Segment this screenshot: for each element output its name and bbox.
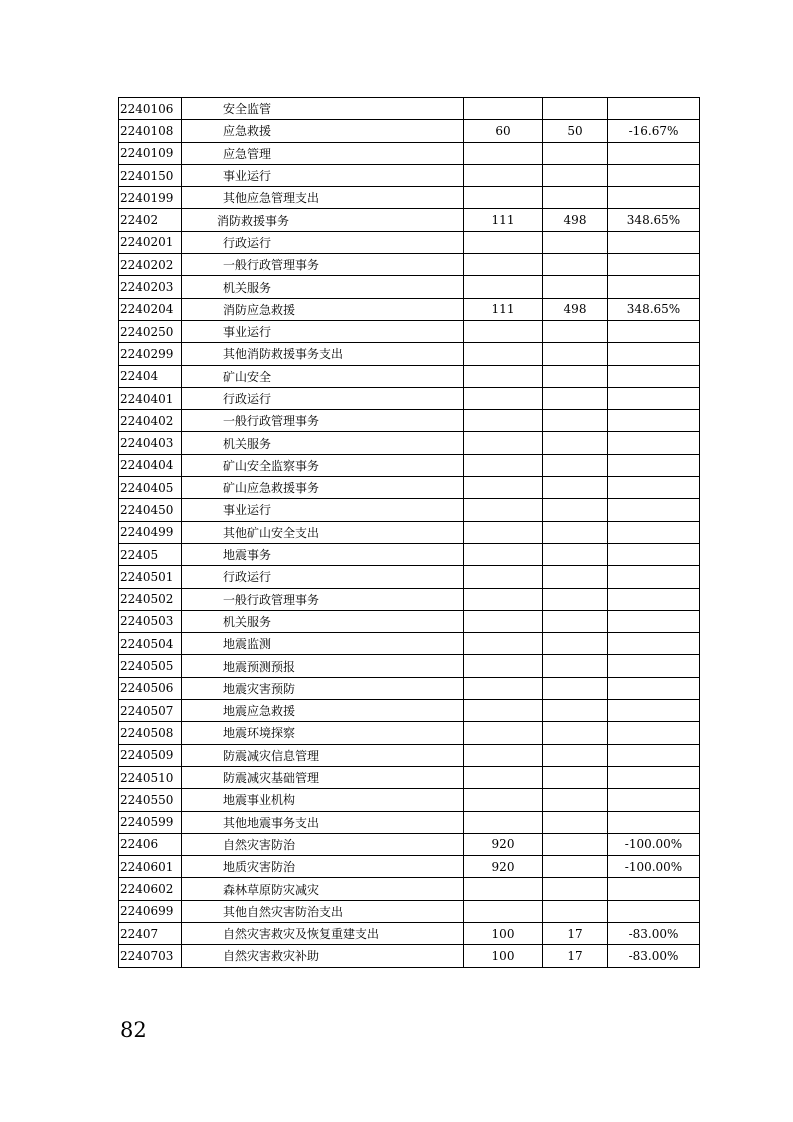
cell-name: 机关服务 — [182, 432, 464, 454]
cell-code: 2240401 — [119, 387, 182, 409]
cell-value-prev: 920 — [464, 833, 543, 855]
cell-code: 2240510 — [119, 766, 182, 788]
cell-name: 应急救援 — [182, 120, 464, 142]
table-row — [119, 209, 700, 231]
table-row — [119, 789, 700, 811]
cell-value-prev — [464, 432, 543, 454]
cell-name: 自然灾害防治 — [182, 833, 464, 855]
cell-value-curr — [543, 900, 608, 922]
cell-change-pct: -100.00% — [608, 856, 700, 878]
cell-code: 22402 — [119, 209, 182, 231]
cell-code: 2240503 — [119, 610, 182, 632]
cell-value-curr — [543, 610, 608, 632]
cell-code: 2240403 — [119, 432, 182, 454]
cell-name: 自然灾害救灾补助 — [182, 945, 464, 967]
cell-code: 2240703 — [119, 945, 182, 967]
cell-value-curr — [543, 499, 608, 521]
cell-name: 其他消防救援事务支出 — [182, 343, 464, 365]
cell-name: 防震减灾基础管理 — [182, 766, 464, 788]
table-row — [119, 187, 700, 209]
cell-change-pct: 348.65% — [608, 209, 700, 231]
table-row — [119, 744, 700, 766]
table-row — [119, 298, 700, 320]
cell-value-prev — [464, 610, 543, 632]
cell-name: 其他应急管理支出 — [182, 187, 464, 209]
cell-value-curr — [543, 142, 608, 164]
cell-code: 2240550 — [119, 789, 182, 811]
cell-change-pct — [608, 164, 700, 186]
cell-value-curr — [543, 588, 608, 610]
table-row — [119, 521, 700, 543]
cell-value-curr: 17 — [543, 945, 608, 967]
cell-value-prev — [464, 164, 543, 186]
cell-name: 防震减灾信息管理 — [182, 744, 464, 766]
cell-name: 消防应急救援 — [182, 298, 464, 320]
cell-code: 2240501 — [119, 566, 182, 588]
cell-code: 2240601 — [119, 856, 182, 878]
table-row — [119, 410, 700, 432]
cell-code: 2240508 — [119, 722, 182, 744]
cell-code: 2240299 — [119, 343, 182, 365]
cell-code: 2240402 — [119, 410, 182, 432]
cell-name: 其他自然灾害防治支出 — [182, 900, 464, 922]
cell-value-curr — [543, 231, 608, 253]
cell-change-pct: 348.65% — [608, 298, 700, 320]
cell-code: 2240405 — [119, 477, 182, 499]
cell-value-prev — [464, 320, 543, 342]
cell-value-curr — [543, 722, 608, 744]
cell-change-pct — [608, 387, 700, 409]
cell-code: 2240506 — [119, 677, 182, 699]
table-row — [119, 477, 700, 499]
cell-change-pct — [608, 655, 700, 677]
cell-change-pct — [608, 766, 700, 788]
cell-change-pct — [608, 142, 700, 164]
table-row — [119, 700, 700, 722]
table-row — [119, 120, 700, 142]
table-row — [119, 276, 700, 298]
cell-change-pct — [608, 276, 700, 298]
cell-value-prev — [464, 387, 543, 409]
cell-change-pct — [608, 454, 700, 476]
table-row — [119, 432, 700, 454]
cell-value-prev: 100 — [464, 922, 543, 944]
cell-value-curr — [543, 677, 608, 699]
cell-value-curr — [543, 766, 608, 788]
cell-code: 2240509 — [119, 744, 182, 766]
cell-name: 矿山安全监察事务 — [182, 454, 464, 476]
cell-name: 地震预测预报 — [182, 655, 464, 677]
cell-value-curr — [543, 410, 608, 432]
cell-name: 矿山安全 — [182, 365, 464, 387]
cell-code: 2240106 — [119, 98, 182, 120]
cell-name: 地震应急救援 — [182, 700, 464, 722]
cell-value-prev — [464, 410, 543, 432]
cell-value-prev: 111 — [464, 298, 543, 320]
cell-value-prev — [464, 900, 543, 922]
cell-code: 2240203 — [119, 276, 182, 298]
cell-change-pct — [608, 477, 700, 499]
cell-change-pct — [608, 722, 700, 744]
cell-code: 2240108 — [119, 120, 182, 142]
cell-value-curr: 50 — [543, 120, 608, 142]
cell-value-prev — [464, 454, 543, 476]
cell-value-curr — [543, 521, 608, 543]
cell-name: 其他矿山安全支出 — [182, 521, 464, 543]
table-row — [119, 811, 700, 833]
cell-change-pct — [608, 633, 700, 655]
cell-name: 地震环境探察 — [182, 722, 464, 744]
cell-value-prev — [464, 655, 543, 677]
cell-change-pct — [608, 789, 700, 811]
cell-value-prev — [464, 343, 543, 365]
cell-change-pct — [608, 588, 700, 610]
cell-code: 2240699 — [119, 900, 182, 922]
cell-value-curr — [543, 98, 608, 120]
table-row — [119, 142, 700, 164]
table-row — [119, 543, 700, 565]
cell-code: 22405 — [119, 543, 182, 565]
cell-name: 自然灾害救灾及恢复重建支出 — [182, 922, 464, 944]
cell-value-prev — [464, 254, 543, 276]
page-number: 82 — [120, 1018, 147, 1042]
cell-code: 2240502 — [119, 588, 182, 610]
cell-value-curr — [543, 655, 608, 677]
cell-name: 森林草原防灾减灾 — [182, 878, 464, 900]
cell-code: 2240404 — [119, 454, 182, 476]
table-row — [119, 365, 700, 387]
cell-change-pct — [608, 521, 700, 543]
cell-name: 地震事务 — [182, 543, 464, 565]
cell-value-curr — [543, 833, 608, 855]
cell-code: 2240202 — [119, 254, 182, 276]
cell-change-pct — [608, 320, 700, 342]
table-row — [119, 231, 700, 253]
table-row — [119, 766, 700, 788]
cell-value-prev: 100 — [464, 945, 543, 967]
cell-value-prev — [464, 633, 543, 655]
table-row — [119, 566, 700, 588]
cell-value-curr — [543, 811, 608, 833]
cell-value-prev — [464, 142, 543, 164]
cell-name: 事业运行 — [182, 320, 464, 342]
cell-code: 2240250 — [119, 320, 182, 342]
cell-change-pct — [608, 231, 700, 253]
cell-value-prev — [464, 700, 543, 722]
cell-change-pct — [608, 410, 700, 432]
cell-value-prev: 111 — [464, 209, 543, 231]
cell-value-curr — [543, 343, 608, 365]
cell-name: 地震监测 — [182, 633, 464, 655]
cell-value-prev — [464, 365, 543, 387]
cell-change-pct — [608, 98, 700, 120]
cell-value-curr — [543, 164, 608, 186]
cell-change-pct — [608, 254, 700, 276]
cell-value-curr — [543, 789, 608, 811]
cell-name: 行政运行 — [182, 387, 464, 409]
cell-value-prev — [464, 744, 543, 766]
cell-name: 行政运行 — [182, 566, 464, 588]
table-row — [119, 833, 700, 855]
cell-value-prev — [464, 588, 543, 610]
cell-change-pct — [608, 811, 700, 833]
table-row — [119, 588, 700, 610]
cell-value-curr: 498 — [543, 298, 608, 320]
cell-name: 一般行政管理事务 — [182, 254, 464, 276]
cell-value-curr: 17 — [543, 922, 608, 944]
cell-value-curr — [543, 543, 608, 565]
cell-name: 行政运行 — [182, 231, 464, 253]
cell-change-pct — [608, 499, 700, 521]
table-row — [119, 633, 700, 655]
cell-value-curr — [543, 387, 608, 409]
cell-change-pct — [608, 187, 700, 209]
table-row — [119, 254, 700, 276]
cell-code: 2240204 — [119, 298, 182, 320]
cell-name: 地震事业机构 — [182, 789, 464, 811]
cell-value-curr — [543, 700, 608, 722]
cell-value-curr — [543, 276, 608, 298]
cell-code: 22407 — [119, 922, 182, 944]
table-row — [119, 610, 700, 632]
cell-name: 机关服务 — [182, 276, 464, 298]
cell-code: 2240504 — [119, 633, 182, 655]
cell-code: 22406 — [119, 833, 182, 855]
cell-value-curr — [543, 187, 608, 209]
table-row — [119, 454, 700, 476]
cell-value-curr — [543, 432, 608, 454]
cell-value-prev — [464, 543, 543, 565]
cell-name: 地震灾害预防 — [182, 677, 464, 699]
table-body — [119, 98, 700, 968]
table-row — [119, 164, 700, 186]
table-row — [119, 677, 700, 699]
cell-value-curr — [543, 633, 608, 655]
cell-value-prev — [464, 811, 543, 833]
table-row — [119, 343, 700, 365]
cell-value-prev — [464, 231, 543, 253]
cell-value-prev — [464, 521, 543, 543]
cell-code: 2240201 — [119, 231, 182, 253]
cell-code: 2240505 — [119, 655, 182, 677]
cell-name: 安全监管 — [182, 98, 464, 120]
cell-code: 2240109 — [119, 142, 182, 164]
cell-value-prev — [464, 566, 543, 588]
table-row — [119, 499, 700, 521]
cell-name: 事业运行 — [182, 499, 464, 521]
cell-code: 2240602 — [119, 878, 182, 900]
cell-change-pct — [608, 343, 700, 365]
cell-name: 一般行政管理事务 — [182, 410, 464, 432]
cell-value-prev — [464, 789, 543, 811]
cell-value-curr — [543, 454, 608, 476]
cell-name: 消防救援事务 — [182, 209, 464, 231]
table-row — [119, 922, 700, 944]
cell-value-curr — [543, 477, 608, 499]
cell-value-prev — [464, 878, 543, 900]
cell-code: 2240499 — [119, 521, 182, 543]
cell-value-prev — [464, 276, 543, 298]
table-row — [119, 655, 700, 677]
cell-change-pct: -83.00% — [608, 945, 700, 967]
cell-value-prev — [464, 187, 543, 209]
cell-value-prev: 60 — [464, 120, 543, 142]
cell-name: 事业运行 — [182, 164, 464, 186]
cell-change-pct — [608, 610, 700, 632]
cell-code: 2240599 — [119, 811, 182, 833]
table-row — [119, 856, 700, 878]
cell-change-pct — [608, 900, 700, 922]
cell-value-curr — [543, 878, 608, 900]
cell-change-pct — [608, 566, 700, 588]
cell-change-pct — [608, 878, 700, 900]
table-row — [119, 387, 700, 409]
cell-change-pct — [608, 744, 700, 766]
cell-change-pct — [608, 365, 700, 387]
table-row — [119, 945, 700, 967]
table-row — [119, 98, 700, 120]
cell-value-prev — [464, 766, 543, 788]
cell-name: 一般行政管理事务 — [182, 588, 464, 610]
cell-name: 地质灾害防治 — [182, 856, 464, 878]
cell-value-curr: 498 — [543, 209, 608, 231]
cell-change-pct — [608, 677, 700, 699]
cell-value-curr — [543, 320, 608, 342]
cell-value-prev: 920 — [464, 856, 543, 878]
cell-name: 机关服务 — [182, 610, 464, 632]
cell-value-prev — [464, 477, 543, 499]
cell-name: 矿山应急救援事务 — [182, 477, 464, 499]
cell-change-pct: -100.00% — [608, 833, 700, 855]
budget-table — [118, 97, 700, 968]
cell-code: 2240199 — [119, 187, 182, 209]
cell-code: 2240507 — [119, 700, 182, 722]
cell-value-prev — [464, 677, 543, 699]
cell-change-pct — [608, 700, 700, 722]
cell-code: 2240450 — [119, 499, 182, 521]
cell-name: 应急管理 — [182, 142, 464, 164]
cell-value-curr — [543, 856, 608, 878]
cell-change-pct: -16.67% — [608, 120, 700, 142]
table-row — [119, 900, 700, 922]
cell-value-prev — [464, 499, 543, 521]
cell-value-curr — [543, 365, 608, 387]
table-row — [119, 722, 700, 744]
cell-code: 22404 — [119, 365, 182, 387]
cell-change-pct: -83.00% — [608, 922, 700, 944]
cell-value-curr — [543, 254, 608, 276]
cell-value-curr — [543, 744, 608, 766]
cell-value-curr — [543, 566, 608, 588]
cell-change-pct — [608, 543, 700, 565]
table-row — [119, 320, 700, 342]
cell-code: 2240150 — [119, 164, 182, 186]
cell-value-prev — [464, 722, 543, 744]
cell-change-pct — [608, 432, 700, 454]
cell-name: 其他地震事务支出 — [182, 811, 464, 833]
table-row — [119, 878, 700, 900]
cell-value-prev — [464, 98, 543, 120]
